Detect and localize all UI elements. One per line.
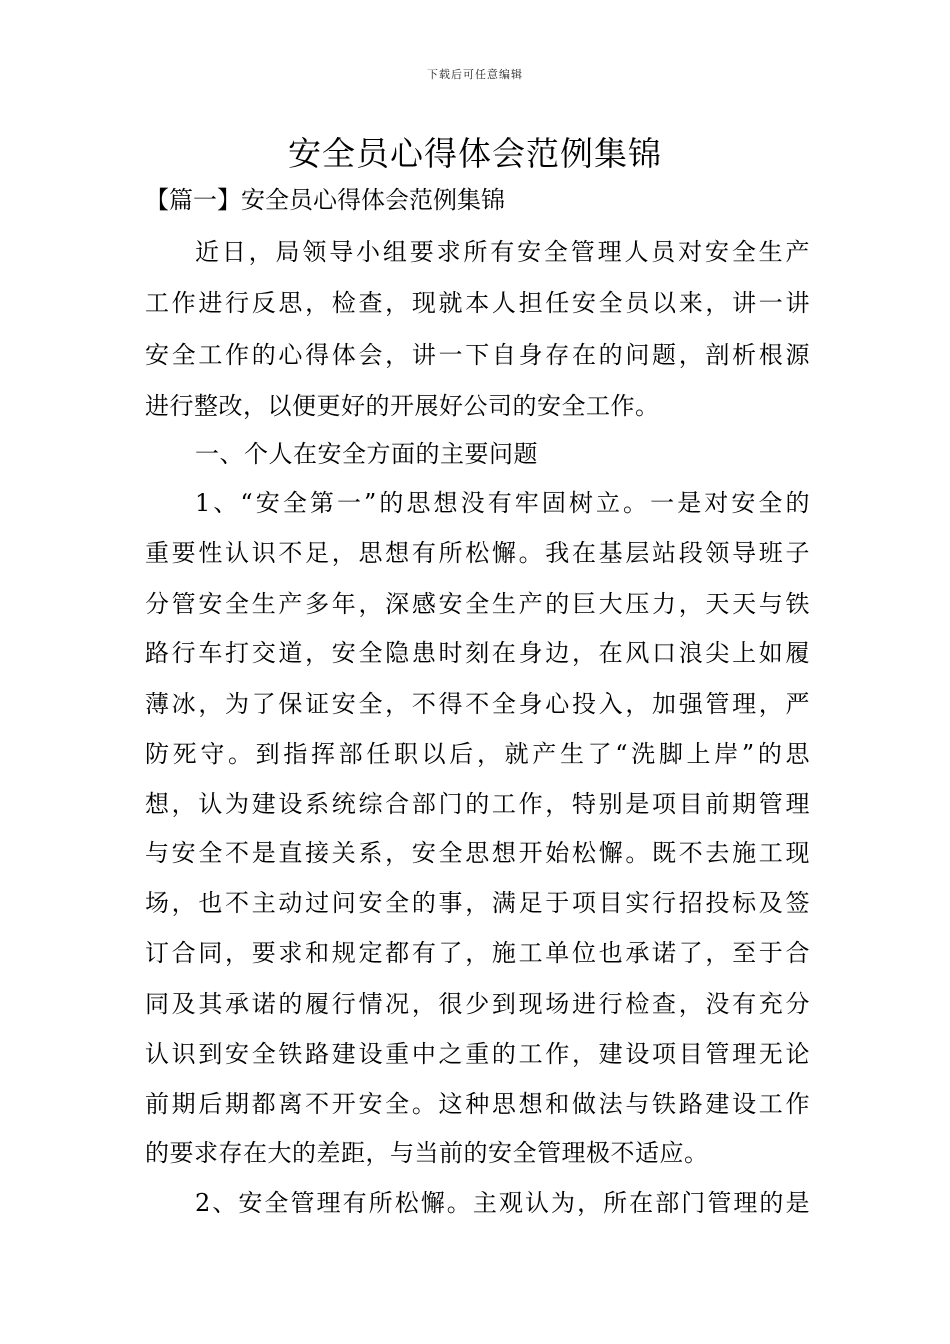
paragraph-line: 安全工作的心得体会，讲一下自身存在的问题，剖析根源 xyxy=(145,341,810,369)
paragraph-line: 想，认为建设系统综合部门的工作，特别是项目前期管理 xyxy=(145,790,810,818)
paragraph-line: 场，也不主动过问安全的事，满足于项目实行招投标及签 xyxy=(145,889,810,917)
paragraph-line: 的要求存在大的差距，与当前的安全管理极不适应。 xyxy=(145,1139,709,1167)
section-heading: 【篇一】安全员心得体会范例集锦 xyxy=(145,186,505,214)
paragraph-line: 工作进行反思，检查，现就本人担任安全员以来，讲一讲 xyxy=(145,289,810,317)
paragraph-line: 路行车打交道，安全隐患时刻在身边，在风口浪尖上如履 xyxy=(145,639,810,667)
paragraph-line: 防死守。到指挥部任职以后，就产生了“洗脚上岸”的思 xyxy=(145,740,810,768)
header-note: 下载后可任意编辑 xyxy=(427,68,523,81)
paragraph-line: 进行整改，以便更好的开展好公司的安全工作。 xyxy=(145,392,660,420)
paragraph-line: 2、安全管理有所松懈。主观认为，所在部门管理的是 xyxy=(195,1189,810,1217)
paragraph-line: 前期后期都离不开安全。这种思想和做法与铁路建设工作 xyxy=(145,1090,810,1118)
paragraph-line: 认识到安全铁路建设重中之重的工作，建设项目管理无论 xyxy=(145,1040,810,1068)
paragraph-line: 与安全不是直接关系，安全思想开始松懈。既不去施工现 xyxy=(145,839,810,867)
paragraph-line: 分管安全生产多年，深感安全生产的巨大压力，天天与铁 xyxy=(145,590,810,618)
document-title: 安全员心得体会范例集锦 xyxy=(288,134,662,173)
subheading-line: 一、个人在安全方面的主要问题 xyxy=(195,440,538,468)
paragraph-line: 同及其承诺的履行情况，很少到现场进行检查，没有充分 xyxy=(145,990,810,1018)
paragraph-line: 重要性认识不足，思想有所松懈。我在基层站段领导班子 xyxy=(145,539,810,567)
paragraph-line: 1、“安全第一”的思想没有牢固树立。一是对安全的 xyxy=(195,489,810,517)
paragraph-line: 薄冰，为了保证安全，不得不全身心投入，加强管理，严 xyxy=(145,690,810,718)
paragraph-line: 近日，局领导小组要求所有安全管理人员对安全生产 xyxy=(195,238,810,266)
paragraph-line: 订合同，要求和规定都有了，施工单位也承诺了，至于合 xyxy=(145,939,810,967)
